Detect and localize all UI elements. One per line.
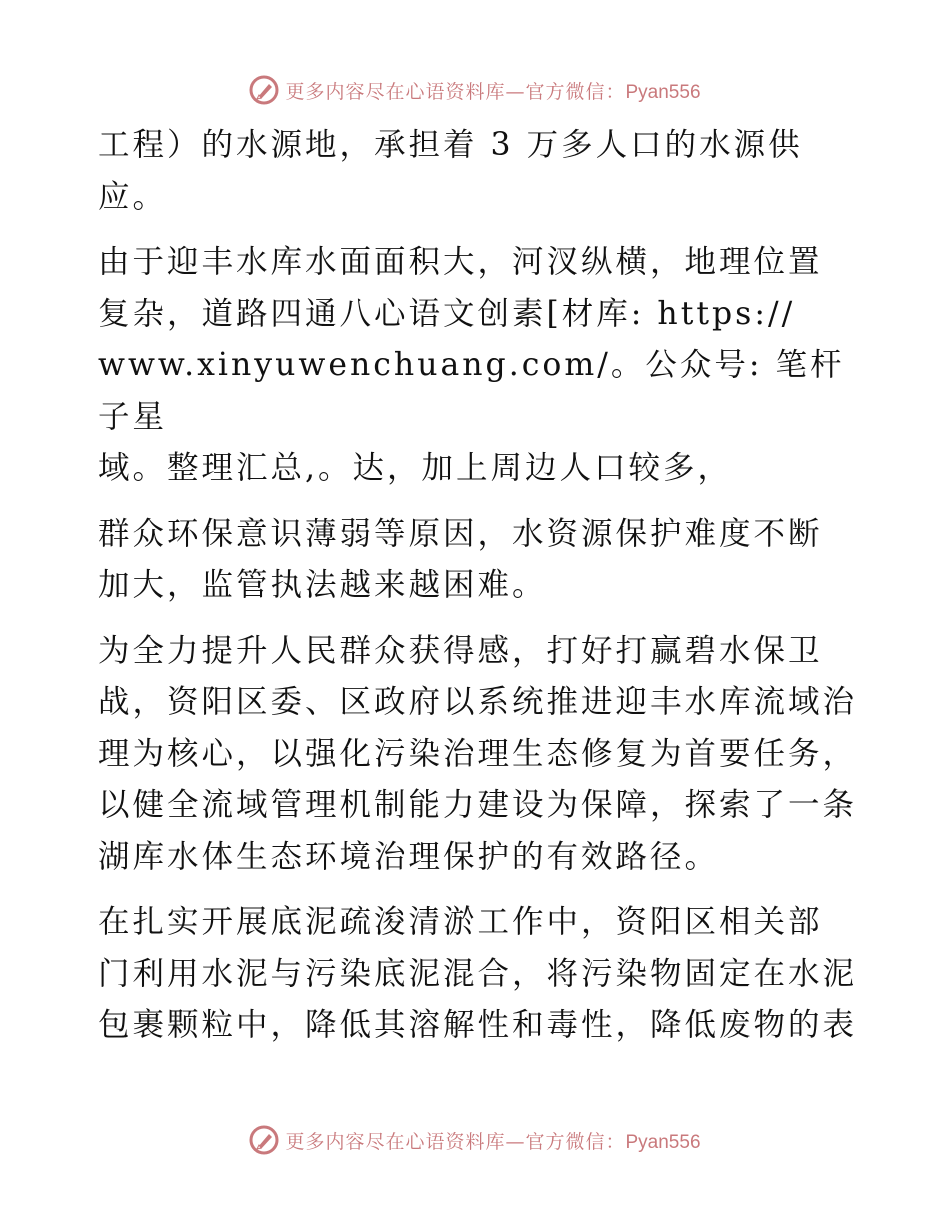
- page-footer-watermark: [0, 1120, 950, 1160]
- paragraph-3: 群众环保意识薄弱等原因，水资源保护难度不断 加大，监管执法越来越困难。: [98, 515, 823, 603]
- pen-logo-icon: [249, 75, 279, 105]
- paragraph-4: 为全力提升人民群众获得感，打好打赢碧水保卫 战，资阳区委、区政府以系统推进迎丰水库流域治 理为核心，以强化污染治理生态修复为首要任务， 以健全流域管理机制能力建设为保障，探索了一条 湖库水体生态环境治理保护的有效路径。: [98, 632, 858, 875]
- pen-logo-icon: [249, 1125, 279, 1155]
- paragraph-5: 在扎实开展底泥疏浚清淤工作中，资阳区相关部 门利用水泥与污染底泥混合，将污染物固定在水泥 包裹颗粒中，降低其溶解性和毒性，降低废物的表: [98, 904, 858, 1043]
- header-watermark-text: 更多内容尽在心语资料库—官方微信：Pyan556: [285, 80, 701, 103]
- page-header-watermark: [0, 70, 950, 110]
- document-body: [98, 120, 858, 1066]
- paragraph-1: 工程）的水源地，承担着 3 万多人口的水源供 应。: [98, 127, 803, 215]
- footer-watermark-text: 更多内容尽在心语资料库—官方微信：Pyan556: [285, 1130, 701, 1153]
- paragraph-2: 由于迎丰水库水面面积大，河汊纵横，地理位置 复杂，道路四通八心语文创素[材库: https:// www.xinyuwenchuang.com/。公众号: 笔杆子星 域。整理汇总,。达，加上周边人口较多，: [98, 244, 845, 486]
